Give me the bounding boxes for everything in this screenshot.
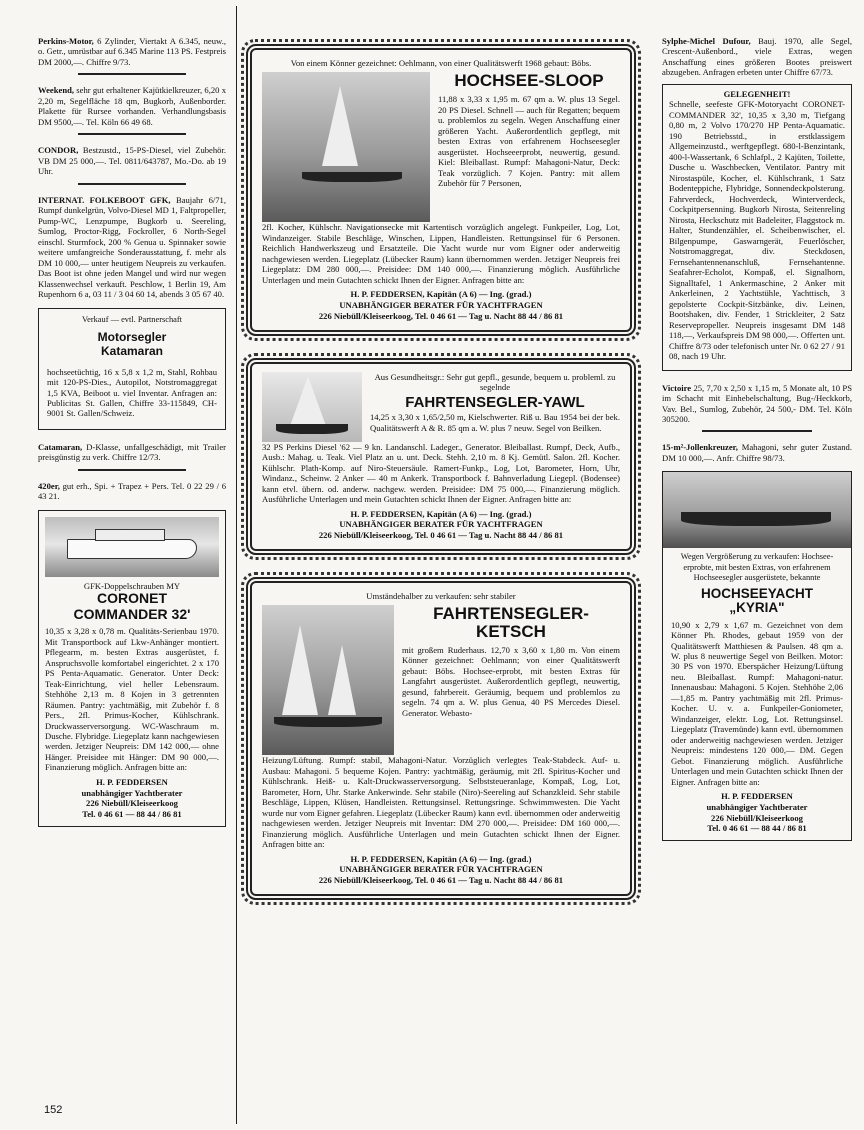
ketsch-signature: H. P. FEDDERSEN, Kapitän (A 6) — Ing. (grad.) UNABHÄNGIGER BERATER FÜR YACHTFRAGEN 226 Niebüll/Kleiseerkoog, Tel. 0 46 61 — Tag u. Nacht 88 44 / 86 81 bbox=[318, 853, 564, 886]
sail-shape bbox=[328, 645, 356, 715]
ketsch-title: FAHRTENSEGLER- KETSCH bbox=[433, 604, 589, 642]
coronet-title: CORONET COMMANDER 32' bbox=[73, 590, 191, 622]
sloop-top: Von einem Könner gezeichnet: Oehlmann, von einer Qualitätswerft 1968 gebaut: Böbs. bbox=[290, 58, 592, 68]
ad-fahrtensegler-ketsch bbox=[246, 577, 636, 900]
ketsch-top: Umständehalber zu verkaufen: sehr stabiler bbox=[366, 590, 516, 601]
ad-hochsee-sloop bbox=[246, 44, 636, 336]
ad-420er: 420er, gut erh., Spi. + Trapez + Pers. Tel. 0 22 29 / 6 43 21. bbox=[38, 480, 226, 502]
sloop-photo bbox=[262, 72, 430, 222]
yawl-text-1: 14,25 x 3,30 x 1,65/2,50 m, Kielschwerter. Riß u. Bau 1954 bei der bek. Qualitätswerft A & R. 85 qm a. W. plus 7 neuw. Segel von Beilken. bbox=[370, 412, 620, 433]
yacht-cabin-shape bbox=[95, 529, 165, 541]
yawl-photo bbox=[262, 372, 362, 442]
ketsch-text-1: mit großem Ruderhaus. 12,70 x 3,60 x 1,80 m. Von einem Könner gezeichnet: Oehlmann; von einer Qualitätswerft gebaut: Böbs. Hochsee-erprobt, mit besten Extras für Langfahrt ausgerüstet. Außerordentlich gepflegt, neuwertig, gesund, fahrbereit. Geräumig, bequem und problemlos zu segeln. 74 qm a. W. plus Genua, 40 PS Mercedes Diesel. Generator. Webasto- bbox=[402, 644, 620, 718]
sail-shape bbox=[322, 86, 358, 166]
gelegenheit-text: Schnelle, seefeste GFK-Motoryacht CORONET-COMMANDER 32', 10,35 x 3,30 m, Tiefgang 0,80 m, 2 Volvo 170/270 HP Penta-Aquamatic. 190 Betriebsstd., in erstklassigem Allgemeinzustd., werftgepflegt. 680-l-Benzintank, 400-l-Wassertank, 6 Schlafpl., 2 Kajüten, Toilette, Dusche u. Waschbecken, Ventilator. Pantry mit Nirostaspüle, Kocher, el. Kühlschrank, 1 Satz Bodenteppiche, Flybridge, Sonnendeckpolsterung. Fahrverdeck, Hochverdeck, Winterverdeck, Cockpitpersenning. Bugkorb Nirosta, Seitenreling Nirosta, Heckschutz mit Badeleiter, Flaggstock m. Halter, Stundenzähler, el. Scheibenwischer, el. Bilgenpumpe, Gaswarngerät, Feuerlöscher, Notstromaggregat, div. Steckdosen, Fernsehantennenanschluß, Fernsehantenne. Seafahrer-Echolot, Kompaß, el. Signalhorn, Signalltafel, 1 Ankermaschine, 2 Anker mit Ankerleinen, 2 Yachtstühle, Yachttisch, 3 gepolsterte Cockpit-Sitzbänke, div. Leinen, Bootshaken, div. Fender, 1 Strickleiter, 2 Satz Reservepropeller. Neupreis insgesamt DM 148 118,—, Verkaufspreis DM 98 000,—. Offerten unt. Chiffre 8/73 oder telefonisch unter Nr. 0 62 27 / 91 08, nach 19 Uhr. bbox=[669, 99, 845, 362]
kyria-text: 10,90 x 2,79 x 1,67 m. Gezeichnet von dem Könner Ph. Rhodes, gebaut 1959 von der Qualitätswerft Matthiesen & Paulsen. 48 qm a. W. plus 8 neuwertige Segel von Beilken. Motor: 30 PS von 1970. Eberspächer Heizung/Lüftung neu. Bleiballast. Rumpf: Mahagoni-natur. Innenausbau: Mahagoni. 5 Kojen. Stehhöhe 2,06—1,85 m. Pantry yachtmäßig mit 2fl. Primus-Kocher. U. v. a. Funkpeiler-Goniometer, Windanzeiger, elektr. Log, Lot. Rettungsinsel. Liegeplatz (Travemünde) kann evtl. übernommen oder anderweitig nachgewiesen werden. Jetziger Neupreis: mindestens 120 000,— DM. Gegen Gebot. Finanzierung möglich. Ausführliche Unterlagen und mein Gutachten schickt Ihnen der Eigner. Anfragen bitte an: bbox=[671, 619, 843, 787]
hull-shape bbox=[681, 512, 831, 526]
katamaran-top: Verkauf — evtl. Partnerschaft bbox=[82, 314, 182, 324]
separator bbox=[78, 469, 186, 471]
separator bbox=[78, 183, 186, 185]
page-number: 152 bbox=[44, 1104, 63, 1116]
katamaran-text: hochseetüchtig, 16 x 5,8 x 1,2 m, Stahl, Rohbau mit 120-PS-Dies., Autopilot, Notstromaggregat 1,5 KVA, Beiboot u. viel Inventar. Anfragen an: Publicitas St. Gallen, Chiffre 33-115849, CH-9001 St. Gallen/Schweiz. bbox=[47, 366, 217, 419]
kyria-photo bbox=[663, 472, 851, 548]
motor-yacht-photo bbox=[45, 517, 219, 577]
sloop-text-2: 2fl. Kocher, Kühlschr. Navigationsecke mit Kartentisch vorzüglich angelegt. Funkpeiler, Log, Lot, Windanzeiger. Stabile Beschläge, Winschen, Lippen, Handleisten. Rettungsinsel für 6 Personen. Reichlich Handwerkszeug und Ersatzteile. Die Yacht wurde nur vom Eigner oder anderweitig nachgewiesen werden. Liegeplatz (Lübecker Raum) kann übernommen werden. Jetziger Neupreis frei Liegeplatz: DM 280 000,—. Preisidee: DM 140 000,—. Finanzierung möglich. Ausführliche Unterlagen und mein Gutachten schickt Ihnen der Eigner. Anfragen bitte an: bbox=[262, 222, 620, 285]
kyria-title: HOCHSEEYACHT „KYRIA" bbox=[700, 586, 814, 616]
hull-shape bbox=[276, 424, 348, 434]
separator bbox=[702, 430, 812, 432]
middle-column bbox=[246, 36, 636, 900]
ad-coronet bbox=[38, 510, 226, 827]
sail-shape bbox=[290, 376, 326, 426]
sloop-signature: H. P. FEDDERSEN, Kapitän (A 6) — Ing. (grad.) UNABHÄNGIGER BERATER FÜR YACHTFRAGEN 226 Niebüll/Kleiseerkoog, Tel. 0 46 61 — Tag u. Nacht 88 44 / 86 81 bbox=[318, 289, 564, 321]
yawl-top: Aus Gesundheitsgr.: Sehr gut gepfl., gesunde, bequem u. probleml. zu segelnde bbox=[374, 371, 616, 393]
gelegenheit-title: GELEGENHEIT! bbox=[723, 88, 791, 99]
ketsch-photo bbox=[262, 605, 394, 755]
ad-catamaran: Catamaran, D-Klasse, unfallgeschädigt, mit Trailer preisgünstig zu verk. Chiffre 12/73. bbox=[38, 441, 226, 463]
hull-shape bbox=[302, 172, 402, 182]
coronet-text: 10,35 x 3,28 x 0,78 m. Qualitäts-Serienbau 1970. Mit Transportbock auf Lkw-Anhänger montiert. Pflegearm, m. besten Extras ausgerüstet, f. Anspruchsvolle komfortabel eingerichtet. 2 x 170 PS Penta-Aquamatic. Generator. Unter Deck: Teak-Einrichtung, viel heller Lebensraum. Stehhöhe 2,13 m. 8 Kojen in 3 getrennten Räumen. Pantry: yachtmäßig, mit Zubehör f. 8 Pers., 2fl. Primus-Kocher, Kühlschrank. Druckwasserversorgung. WC-Waschraum m. Dusche. Flybridge. Liegeplatz kann nachgewiesen werden. Jetziger Neupreis: DM 142 000,— ohne Hänger. Preisidee mit Hänger: DM 90 000,—. Finanzierung möglich. Anfragen bitte an: bbox=[45, 626, 219, 773]
sail-shape bbox=[282, 625, 318, 715]
yacht-hull-shape bbox=[67, 539, 197, 559]
sloop-title: HOCHSEE-SLOOP bbox=[454, 71, 604, 91]
separator bbox=[78, 73, 186, 75]
yawl-text-2: 32 PS Perkins Diesel '62 — 9 kn. Landanschl. Ladeger., Generator. Bleiballast. Rumpf, Deck, Aufb., Ausb.: Mahag. u. Teak. Viel Platz an u. unt. Deck. Stehh. 2,10 m. 8 Kj. Gemütl. Salon. 2fl. Kocher. Kühlschr. Plath-Komp. auf Niro-Steuersäule. Ramert-Funkp., Log, Lot, Barometer, Horn, Uhr, Windanz., Scheinw. 2 Anker — 40 m Ankerk. Transportbock f. Bahnverladung Liegepl. (Bodensee) kann etvl. übern. od. anderw. nachgew. werden. Preisidee: DM 75 000,—. Finanzierung möglich. Ausführliche Unterlagen und mein Gutachten schickt Ihnen der Eigner. Anfragen bitte an: bbox=[262, 441, 620, 505]
coronet-signature: H. P. FEDDERSEN unabhängiger Yachtberater 226 Niebüll/Kleiseerkoog Tel. 0 46 61 — 88 44 / 86 81 bbox=[81, 776, 183, 820]
ad-gelegenheit bbox=[662, 84, 852, 371]
right-column bbox=[662, 36, 852, 853]
katamaran-title: Motorsegler Katamaran bbox=[97, 329, 167, 358]
ad-victoire: Victoire 25, 7,70 x 2,50 x 1,15 m, 5 Monate alt, 10 PS im Schacht mit Einhebelschaltung, Bug-/Heckkorb, Vav. Bel., Sumlog, Zubehör, 24 500,- DM. Tel. Köln 305200. bbox=[662, 382, 852, 424]
ketsch-text-2: Heizung/Lüftung. Rumpf: stabil, Mahagoni-Natur. Vorzüglich verlegtes Teak-Stabdeck. Auf- u. Ausbau: Mahagoni. 5 bequeme Kojen. Pantry: yachtmäßig, geräumig, mit 2fl. Spiritus-Kocher und Kühlschrank. Heiß- u. Kalt-Druckwasserversorgung. Selbststeueranlage, Kompaß, Log, Lot, Barometer, Horn, Uhr. Starke Ankerwinde. Sehr stabile (Niro)-Seereling auf Schanzkleid. Sehr stabile Beschläge, Lippen, Klüsen, Handleisten. Rettungsinsel. Rettungsringe. Schwimmwesten. Die Yacht wurde nur vom Eigner gefahren. Liegeplatz (Lübecker Raum) kann evtl. übernommen oder anderweitig nachgewiesen werden. Jetziger Neupreis mit Inventar: DM 270 000,—. Preisidee: DM 160 000,—. Finanzierung möglich. Ausführliche Unterlagen und mein Gutachten schickt Ihnen der Eigner. Anfragen bitte an: bbox=[262, 755, 620, 850]
column-divider bbox=[236, 6, 237, 1124]
ad-katamaran bbox=[38, 308, 226, 430]
sloop-text-1: 11,88 x 3,33 x 1,95 m. 67 qm a. W. plus 13 Segel. 20 PS Diesel. Schnell — auch für Regatten; bequem u. problemlos zu segeln. Wegen Anschaffung einer größeren Yacht. Außerordentlich gepflegt, mit besten Extras von erfahrenem Hochseesegler ausgerüstet. Hochseeerprobt, neuwertig, gesund. Kiel: Bleiballast. Rumpf: Mahagoni-Natur, Deck: Teak vorzüglich. 7 Kojen. Pantry: mit allem Zubehör für 7 Personen, bbox=[438, 94, 620, 189]
ad-kyria bbox=[662, 471, 852, 841]
separator bbox=[78, 133, 186, 135]
kyria-signature: H. P. FEDDERSEN unabhängiger Yachtberater 226 Niebüll/Kleiseerkoog Tel. 0 46 61 — 88 44 / 86 81 bbox=[706, 791, 808, 834]
coronet-caption: GFK-Doppelschrauben MY bbox=[83, 580, 181, 591]
yawl-title: FAHRTENSEGLER-YAWL bbox=[405, 393, 585, 411]
ad-perkins: Perkins-Motor, 6 Zylinder, Viertakt A 6.345, neuw., o. Getr., umrüstbar auf 6.345 Marine 113 PS. Festpreis DM 2000,—. Chiffre 9/73. bbox=[38, 36, 227, 67]
left-column bbox=[38, 36, 226, 839]
ad-folkeboot: INTERNAT. FOLKEBOOT GFK, Baujahr 6/71, Rumpf dunkelgrün, Volvo-Diesel MD 1, Faltpropeller, Pump-WC, Lenzpumpe, Bugkorb u. Seereling, Sumlog, Proctor-Rigg, Fockroller, 6 North-Segel einschl. Sturmfock, 200 % Genua u. Spinnaker sowie weitere umfangreiche Sonderausstattung, f. mehr als DM 10 000,— unter heutigem Neupreis zu verkaufen. Das Boot ist ohne jeden Mangel und wird nur wegen Klassenwechsel verkauft. Peschlow, 1 Berlin 19, Am Rupenhorn 6 a, 03 11 / 3 04 60 14, abends 3 05 67 40. bbox=[38, 194, 226, 300]
ad-sylphe: Sylphe-Michel Dufour, Bauj. 1970, alle Segel, Crescent-Außenbord., viele Extras, wegen Anschaffung eines größeren Bootes preiswert abzugeben. Anfragen erbeten unter Chiffre 67/73. bbox=[662, 36, 852, 78]
ad-weekend: Weekend, sehr gut erhaltener Kajütkielkreuzer, 6,20 x 2,20 m, Segelfläche 18 qm, Bugkorb, Außenborder. Plakette für Rursee vorhanden. Verhandlungsbasis DM 9500,—. Tel. Köln 66 49 68. bbox=[38, 85, 226, 127]
hull-shape bbox=[274, 717, 382, 727]
ad-condor: CONDOR, Bestzustd., 15-PS-Diesel, viel Zubehör. VB DM 25 000,—. Tel. 0811/643787, Mo.-Do. ab 19 Uhr. bbox=[38, 145, 226, 177]
yawl-signature: H. P. FEDDERSEN, Kapitän (A 6) — Ing. (grad.) UNABHÄNGIGER BERATER FÜR YACHTFRAGEN 226 Niebüll/Kleiseerkoog, Tel. 0 46 61 — Tag u. Nacht 88 44 / 86 81 bbox=[318, 508, 564, 540]
kyria-top: Wegen Vergrößerung zu verkaufen: Hochsee-erprobte, mit besten Extras, von erfahrenem Hochseesegler ausgerüstete, bekannte bbox=[680, 552, 834, 582]
ad-jollenkreuzer: 15-m²-Jollenkreuzer, Mahagoni, sehr guter Zustand. DM 10 000,—. Anfr. Chiffre 98/73. bbox=[662, 442, 852, 463]
ad-fahrtensegler-yawl bbox=[246, 358, 636, 555]
